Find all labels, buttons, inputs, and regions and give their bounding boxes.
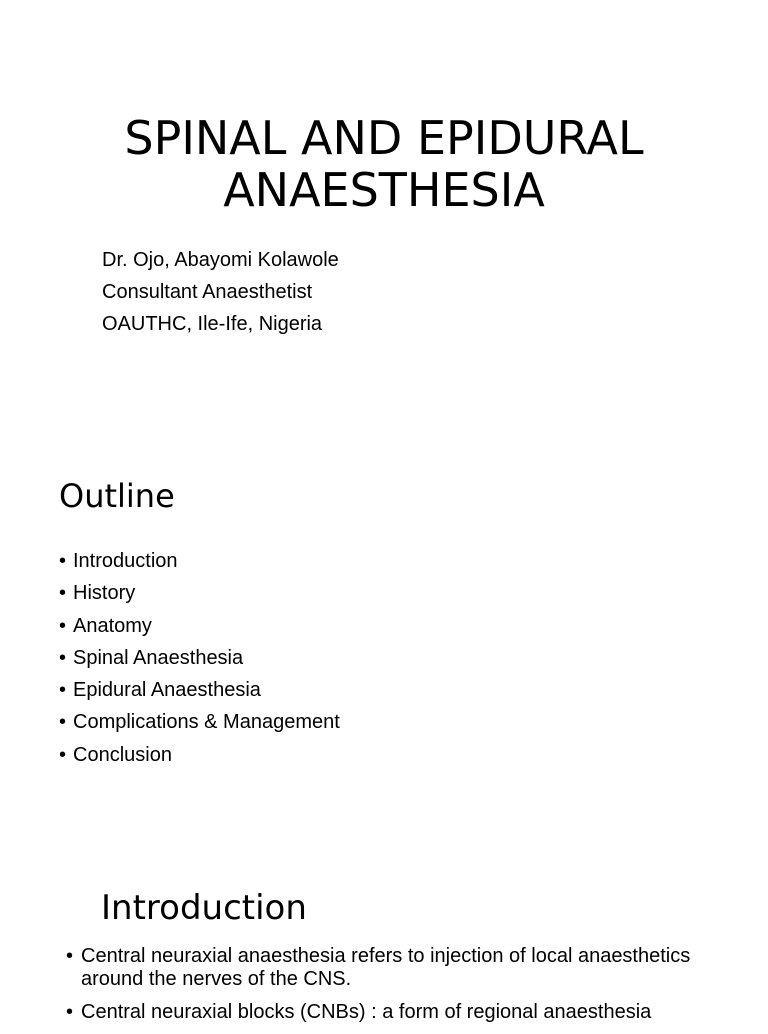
introduction-list [66,945,706,1034]
introduction-slide [0,840,768,1024]
introduction-bullet: • Central neuraxial blocks (CNBs) : a form of regional anaesthesia [66,1001,706,1024]
outline-item: • Anatomy [59,610,340,642]
introduction-title: Introduction [101,888,307,928]
introduction-bullet: • Central neuraxial anaesthesia refers to injection of local anaesthetics around the nerves of the CNS. [66,945,706,991]
presentation-title [0,112,768,216]
author-institution: OAUTHC, Ile-Ife, Nigeria [102,313,323,335]
outline-item: • Conclusion [59,739,340,771]
outline-list [59,545,340,771]
author-role: Consultant Anaesthetist [102,281,313,303]
outline-title: Outline [59,477,175,515]
author-name: Dr. Ojo, Abayomi Kolawole [102,249,339,271]
outline-item: • Complications & Management [59,706,340,738]
outline-item: • History [59,577,340,609]
outline-item: • Spinal Anaesthesia [59,642,340,674]
title-line-1: SPINAL AND EPIDURAL [124,111,644,165]
author-block [102,244,339,340]
outline-slide [0,440,768,840]
outline-item: • Introduction [59,545,340,577]
title-line-2: ANAESTHESIA [223,163,545,217]
outline-item: • Epidural Anaesthesia [59,674,340,706]
title-slide [0,0,768,440]
